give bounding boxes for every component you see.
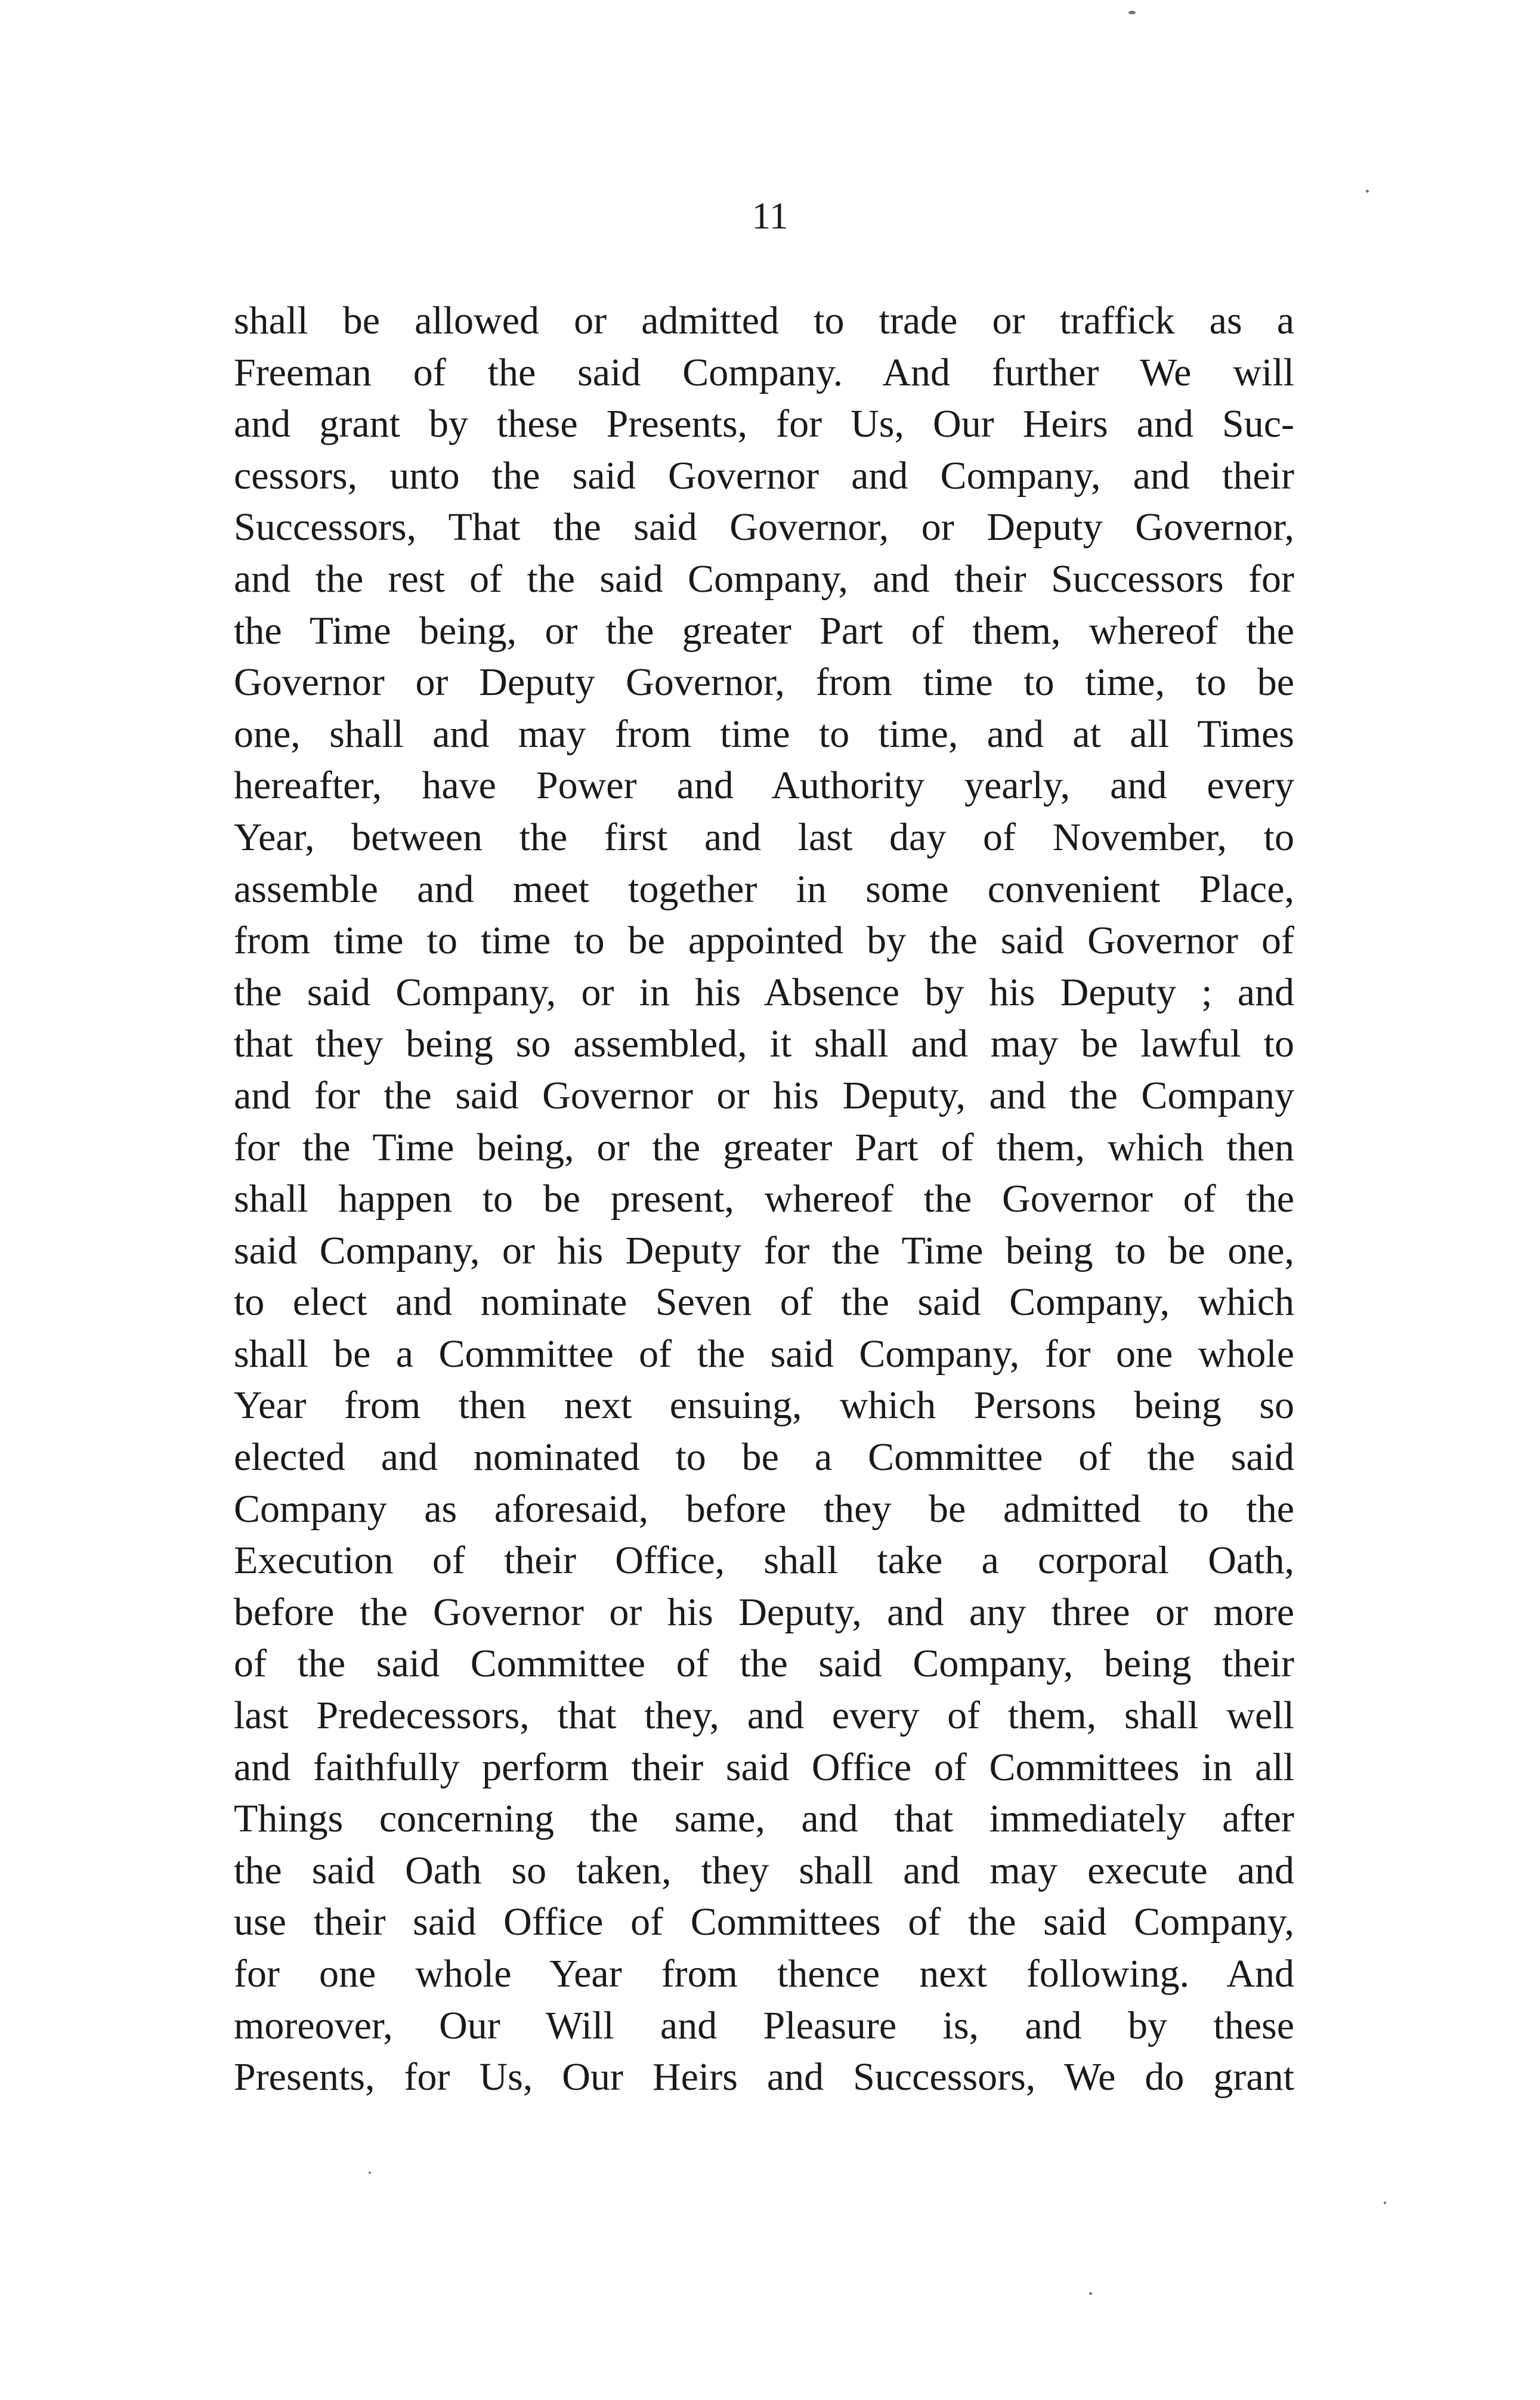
text-line: before the Governor or his Deputy, and any three or more bbox=[234, 1590, 1294, 1634]
text-line: shall be allowed or admitted to trade or traffick as a bbox=[234, 299, 1294, 342]
text-line: Freeman of the said Company. And further We will bbox=[234, 350, 1294, 394]
speck-bottom-right bbox=[1089, 2292, 1092, 2295]
text-line: last Predecessors, that they, and every of them, shall well bbox=[234, 1694, 1294, 1738]
text-line: of the said Committee of the said Company, being their bbox=[234, 1642, 1294, 1686]
text-line: Successors, That the said Governor, or Deputy Governor, bbox=[234, 505, 1294, 549]
text-line: shall happen to be present, whereof the Governor of the bbox=[234, 1177, 1294, 1221]
text-line: said Company, or his Deputy for the Time being to be one, bbox=[234, 1228, 1294, 1272]
text-line: moreover, Our Will and Pleasure is, and by these bbox=[234, 2003, 1294, 2047]
text-line: assemble and meet together in some convenient Place, bbox=[234, 867, 1294, 911]
text-line: the said Oath so taken, they shall and may execute and bbox=[234, 1848, 1294, 1892]
text-line: use their said Office of Committees of the said Company, bbox=[234, 1900, 1294, 1944]
speck-top-right bbox=[1128, 11, 1136, 14]
text-line: the said Company, or in his Absence by his Deputy ; and bbox=[234, 970, 1294, 1014]
text-line: and the rest of the said Company, and their Successors for bbox=[234, 557, 1294, 601]
text-line: Presents, for Us, Our Heirs and Successors, We do grant bbox=[234, 2055, 1294, 2099]
text-line: hereafter, have Power and Authority yearly, and every bbox=[234, 764, 1294, 808]
text-line: that they being so assembled, it shall and may be lawful to bbox=[234, 1022, 1294, 1066]
text-line: elected and nominated to be a Committee of the said bbox=[234, 1435, 1294, 1479]
text-line: to elect and nominate Seven of the said Company, which bbox=[234, 1280, 1294, 1324]
speck-right bbox=[1366, 190, 1369, 193]
text-line: shall be a Committee of the said Company, for one whole bbox=[234, 1332, 1294, 1376]
speck-bottom-edge bbox=[1384, 2201, 1386, 2204]
text-line: Year, between the first and last day of November, to bbox=[234, 815, 1294, 859]
page-number: 11 bbox=[752, 194, 788, 237]
text-line: for the Time being, or the greater Part of them, which then bbox=[234, 1125, 1294, 1169]
text-line: Governor or Deputy Governor, from time to time, to be bbox=[234, 660, 1294, 705]
text-line: Things concerning the same, and that immediately after bbox=[234, 1797, 1294, 1841]
text-line: cessors, unto the said Governor and Company, and their bbox=[234, 453, 1294, 498]
text-line: and for the said Governor or his Deputy, and the Company bbox=[234, 1073, 1294, 1117]
text-line: for one whole Year from thence next following. And bbox=[234, 1952, 1294, 1996]
text-line: Year from then next ensuing, which Persons being so bbox=[234, 1383, 1294, 1428]
text-line: from time to time to be appointed by the said Governor of bbox=[234, 919, 1294, 963]
body-text bbox=[234, 295, 1294, 2104]
text-line: and grant by these Presents, for Us, Our Heirs and Suc- bbox=[234, 402, 1294, 446]
text-line: Execution of their Office, shall take a corporal Oath, bbox=[234, 1539, 1294, 1583]
speck-bottom-left bbox=[369, 2172, 371, 2174]
text-line: Company as aforesaid, before they be admitted to the bbox=[234, 1487, 1294, 1531]
text-line: the Time being, or the greater Part of them, whereof the bbox=[234, 609, 1294, 653]
text-line: and faithfully perform their said Office of Committees in all bbox=[234, 1745, 1294, 1789]
text-line: one, shall and may from time to time, and at all Times bbox=[234, 712, 1294, 756]
